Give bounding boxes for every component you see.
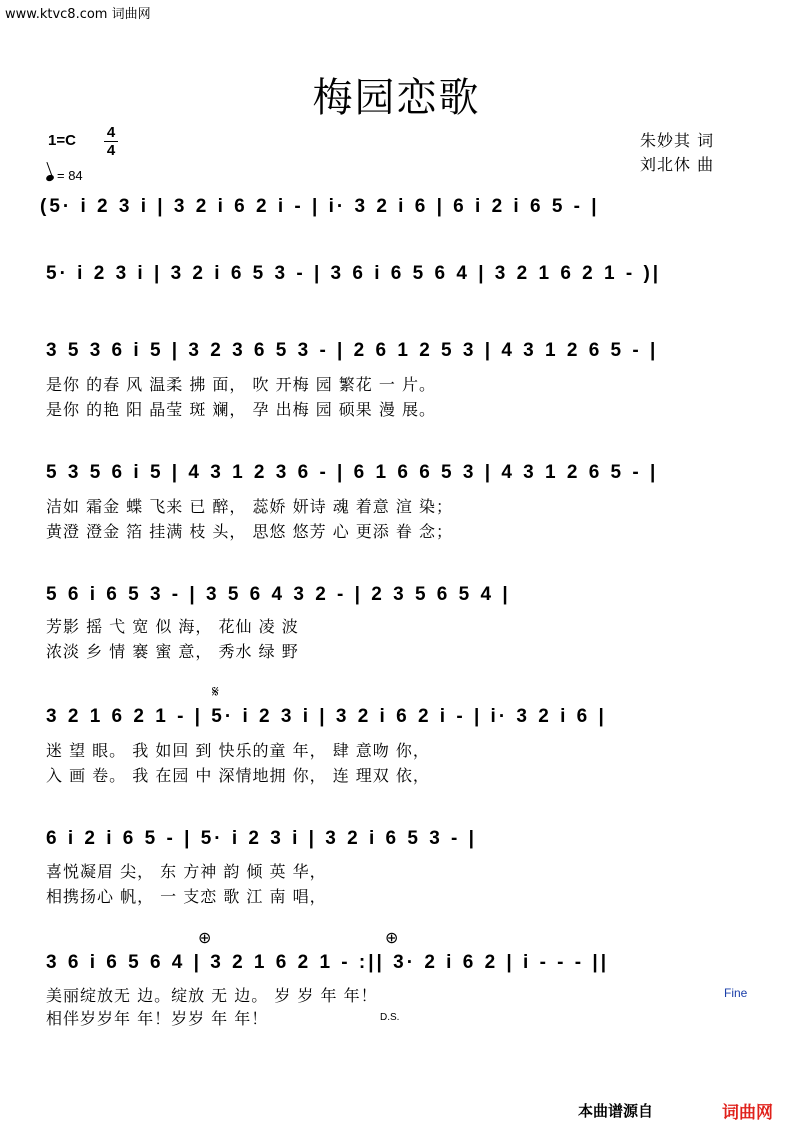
- lyric-row-6-verse-1: 迷 望 眼。 我 如回 到 快乐的童 年， 肆 意吻 你，: [46, 741, 430, 760]
- ds-marking: D.S.: [380, 1012, 400, 1023]
- source-site-link[interactable]: 词曲网: [722, 1103, 773, 1123]
- tempo-value: = 84: [57, 168, 83, 183]
- music-row-3: 3 5 3 6 i 5 | 3 2 3 6 5 3 - | 2 6 1 2 5 3 | 4 3 1 2 6 5 - |: [46, 340, 659, 361]
- tempo-marking: [46, 168, 83, 183]
- lyric-row-7-verse-1: 喜悦凝眉 尖， 东 方神 韵 倾 英 华，: [46, 862, 327, 881]
- lyric-row-4-verse-2: 黄澄 澄金 箔 挂满 枝 头， 思悠 悠芳 心 更添 眷 念；: [46, 522, 453, 541]
- lyric-row-5-verse-2: 浓淡 乡 情 褰 蜜 意， 秀水 绿 野: [46, 642, 299, 661]
- lyric-row-4-verse-1: 洁如 霜金 蝶 飞来 已 醉， 蕊娇 妍诗 魂 着意 渲 染；: [46, 497, 453, 516]
- time-signature: [104, 124, 118, 159]
- composer-credit: 刘北休 曲: [640, 155, 715, 174]
- music-row-8: 3 6 i 6 5 6 4 | 3 2 1 6 2 1 - :|| 3· 2 i 6 2 | i - - - ||: [46, 952, 610, 973]
- lyric-row-3-verse-1: 是你 的春 风 温柔 拂 面， 吹 开梅 园 繁花 一 片。: [46, 375, 436, 394]
- lyric-row-8-verse-2: 相伴岁岁年 年！岁岁 年 年！: [46, 1009, 269, 1028]
- music-row-2: 5· i 2 3 i | 3 2 i 6 5 3 - | 3 6 i 6 5 6 4 | 3 2 1 6 2 1 - )|: [46, 263, 662, 284]
- fine-marking: Fine: [724, 986, 748, 1000]
- quarter-note-icon: [45, 174, 55, 182]
- lyric-row-8-verse-1: 美丽绽放无 边。绽放 无 边。 岁 岁 年 年！: [46, 986, 378, 1005]
- music-row-1: (5· i 2 3 i | 3 2 i 6 2 i - | i· 3 2 i 6 | 6 i 2 i 6 5 - |: [40, 196, 600, 217]
- coda-icon-1: ⊕: [198, 928, 212, 947]
- song-title: 梅园恋歌: [312, 75, 481, 121]
- time-sig-top: 4: [106, 124, 116, 141]
- source-label: 本曲谱源自: [578, 1102, 654, 1120]
- lyric-row-3-verse-2: 是你 的艳 阳 晶莹 斑 斓， 孕 出梅 园 硕果 漫 展。: [46, 400, 436, 419]
- music-row-5: 5 6 i 6 5 3 - | 3 5 6 4 3 2 - | 2 3 5 6 5 4 |: [46, 584, 511, 605]
- lyricist-credit: 朱妙其 词: [640, 131, 715, 150]
- music-row-7: 6 i 2 i 6 5 - | 5· i 2 3 i | 3 2 i 6 5 3 - |: [46, 828, 477, 849]
- lyric-row-6-verse-2: 入 画 卷。 我 在园 中 深情地拥 你， 连 理双 依，: [46, 766, 430, 785]
- music-row-6: 3 2 1 6 2 1 - | 5· i 2 3 i | 3 2 i 6 2 i - | i· 3 2 i 6 |: [46, 706, 607, 727]
- segno-icon: 𝄋: [212, 682, 219, 701]
- lyric-row-5-verse-1: 芳影 摇 弋 宽 似 海， 花仙 凌 波: [46, 617, 299, 636]
- coda-icon-2: ⊕: [385, 928, 399, 947]
- key-signature: 1=C: [48, 132, 76, 149]
- lyric-row-7-verse-2: 相携扬心 帆， 一 支恋 歌 江 南 唱，: [46, 887, 327, 906]
- site-watermark: www.ktvc8.com 词曲网: [5, 7, 151, 22]
- time-sig-bottom: 4: [106, 142, 116, 159]
- music-row-4: 5 3 5 6 i 5 | 4 3 1 2 3 6 - | 6 1 6 6 5 3 | 4 3 1 2 6 5 - |: [46, 462, 659, 483]
